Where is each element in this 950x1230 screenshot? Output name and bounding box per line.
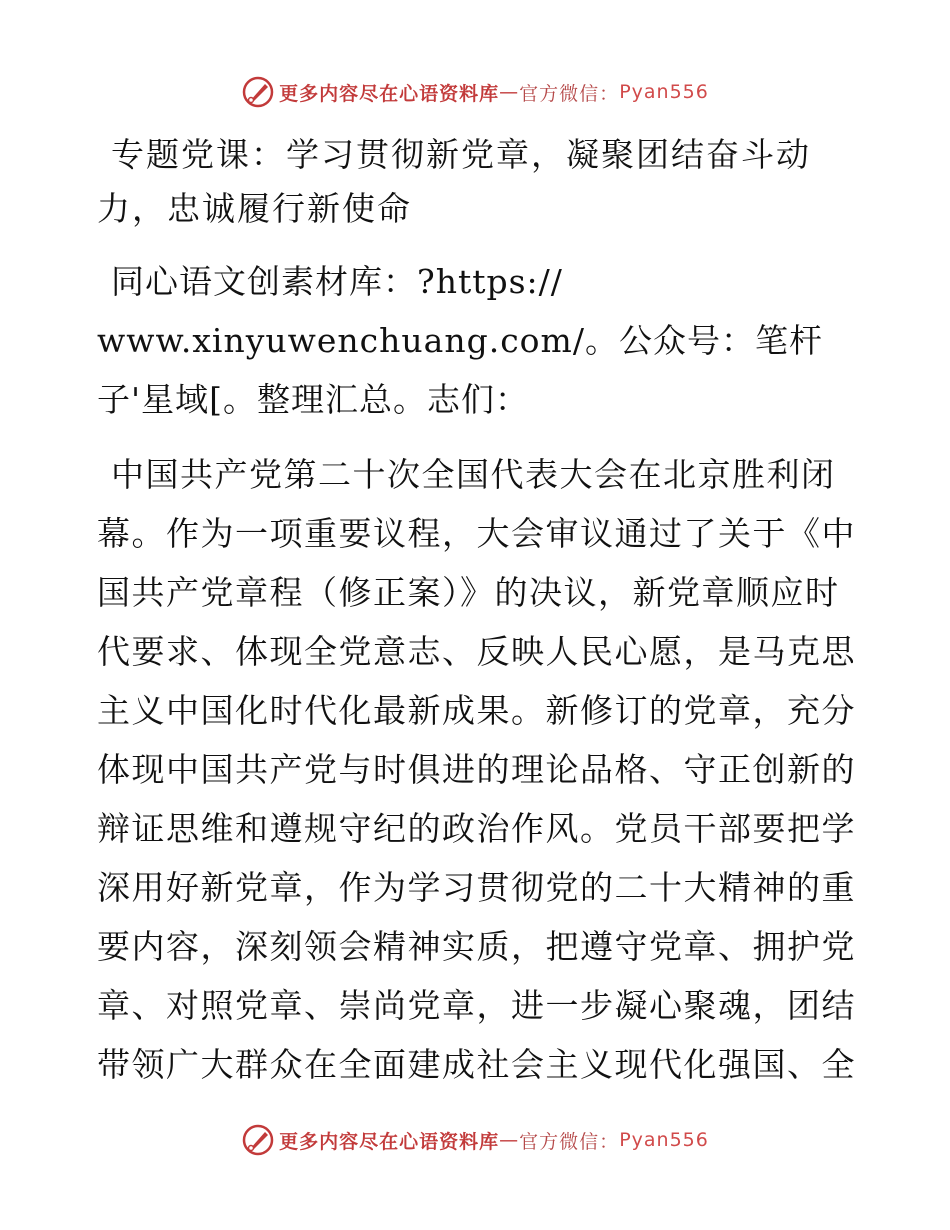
watermark-wechat-id: Pyan556 bbox=[619, 81, 709, 103]
body-paragraph: 中国共产党第二十次全国代表大会在北京胜利闭幕。作为一项重要议程，大会审议通过了关于《中国共产党章程（修正案）》的决议，新党章顺应时代要求、体现全党意志、反映人民心愿，是马克思主义中国化时代化最新成果。新修订的党章，充分体现中国共产党与时俱进的理论品格、守正创新的辩证思维和遵规守纪的政治作风。党员干部要把学深用好新党章，作为学习贯彻党的二十大精神的重要内容，深刻领会精神实质，把遵守党章、拥护党章、对照党章、崇尚党章，进一步凝心聚魂，团结带领广大群众在全面建成社会主义现代化强国、全 bbox=[97, 455, 856, 1084]
source-line-2: www.xinyuwenchuang.com/。公众号：笔杆子'星域[。整理汇总。志们： bbox=[97, 321, 823, 419]
watermark-dash: — bbox=[499, 1129, 520, 1151]
source-note bbox=[97, 252, 857, 429]
quill-logo-icon bbox=[241, 1123, 275, 1157]
watermark-header bbox=[0, 72, 950, 112]
watermark-official-label: 官方微信： bbox=[519, 82, 620, 105]
document-body bbox=[97, 128, 857, 1094]
watermark-dash: — bbox=[499, 81, 520, 103]
watermark-wechat-id: Pyan556 bbox=[619, 1129, 709, 1151]
quill-logo-icon bbox=[241, 75, 275, 109]
watermark-site-text: 更多内容尽在心语资料库 bbox=[279, 1130, 500, 1153]
source-line-1: 同心语文创素材库：?https:// bbox=[111, 262, 563, 301]
watermark-official-label: 官方微信： bbox=[519, 1130, 620, 1153]
watermark-footer bbox=[0, 1120, 950, 1160]
watermark-site-text: 更多内容尽在心语资料库 bbox=[279, 82, 500, 105]
document-title: 专题党课：学习贯彻新党章，凝聚团结奋斗动力，忠诚履行新使命 bbox=[97, 135, 811, 228]
